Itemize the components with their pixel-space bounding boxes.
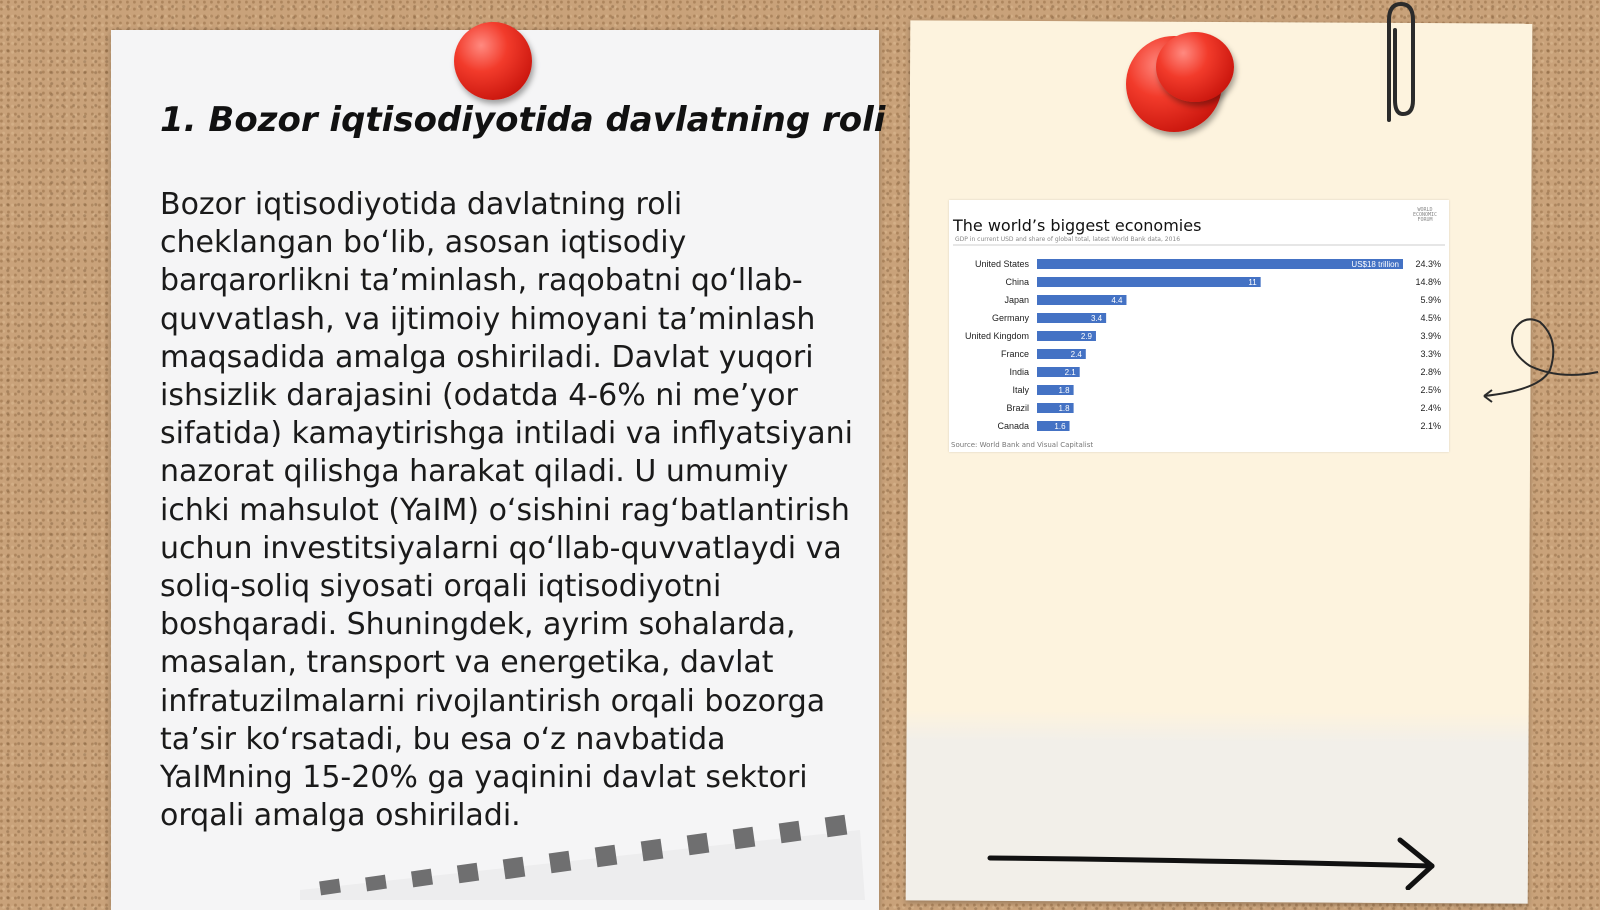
chart-source: Source: World Bank and Visual Capitalist (951, 441, 1094, 449)
global-share-label: 2.5% (1420, 385, 1441, 395)
global-share-label: 2.1% (1420, 421, 1441, 431)
chart-card (949, 200, 1449, 452)
country-label: India (1009, 367, 1029, 377)
global-share-label: 14.8% (1415, 277, 1441, 287)
global-share-label: 3.3% (1420, 349, 1441, 359)
gdp-value-label: 4.4 (1111, 296, 1123, 305)
gdp-value-label: 1.8 (1058, 386, 1070, 395)
bar-chart (949, 200, 1449, 440)
gdp-value-label: 2.9 (1080, 332, 1092, 341)
gdp-bar (1037, 277, 1261, 287)
chart-subtitle: GDP in current USD and share of global total, latest World Bank data, 2016 (955, 236, 1181, 243)
gdp-value-label: US$18 trillion (1351, 260, 1399, 269)
gdp-value-label: 3.4 (1091, 314, 1103, 323)
chart-title: The world’s biggest economies (953, 216, 1202, 235)
right-note-paper (906, 20, 1533, 903)
long-arrow-icon (980, 830, 1450, 890)
global-share-label: 2.8% (1420, 367, 1441, 377)
gdp-value-label: 2.1 (1064, 368, 1076, 377)
global-share-label: 24.3% (1415, 259, 1441, 269)
gdp-value-label: 1.6 (1054, 422, 1066, 431)
wef-logo: WORLD ECONOMIC FORUM (1412, 207, 1438, 223)
global-share-label: 5.9% (1420, 295, 1441, 305)
gdp-value-label: 2.4 (1070, 350, 1082, 359)
country-label: Brazil (1006, 403, 1029, 413)
country-label: Japan (1004, 295, 1029, 305)
red-pushpin-right-front (1156, 32, 1234, 102)
country-label: United Kingdom (964, 331, 1029, 341)
global-share-label: 2.4% (1420, 403, 1441, 413)
global-share-label: 4.5% (1420, 313, 1441, 323)
country-label: Canada (997, 421, 1029, 431)
gdp-value-label: 11 (1248, 278, 1257, 287)
country-label: China (1005, 277, 1029, 287)
paper-clip-icon (1375, 0, 1425, 130)
slide-title: 1. Bozor iqtisodiyotida davlatning roli (160, 100, 886, 140)
red-pushpin-left (454, 22, 532, 100)
gdp-value-label: 1.8 (1058, 404, 1070, 413)
gdp-bar (1037, 259, 1403, 269)
country-label: United States (974, 259, 1029, 269)
country-label: France (1000, 349, 1029, 359)
squiggle-arrow-icon (1480, 310, 1600, 410)
country-label: Germany (991, 313, 1029, 323)
slide-body-text: Bozor iqtisodiyotida davlatning roli cheklangan bo‘lib, asosan iqtisodiy barqarorlikni ta’minlash, raqobatni qo‘llab-quvvatlash, va ijtimoiy himoyani ta’minlash maqsadida amalga oshiriladi. Davlat yuqori ishsizlik darajasini (odatda 4-6% ni me’yor sifatida) kamaytirishga intiladi va inflyatsiyani nazorat qilishga harakat qiladi. U umumiy ichki mahsulot (YaIM) o‘sishini rag‘batlantirish uchun investitsiyalarni qo‘llab-quvvatlaydi va soliq-soliq siyosati orqali iqtisodiyotni boshqaradi. Shuningdek, ayrim sohalarda, masalan, transport va energetika, davlat infratuzilmalarni rivojlantirish orqali bozorga ta’sir ko‘rsatadi, bu esa o‘z navbatida YaIMning 15-20% ga yaqinini davlat sektori orqali amalga oshiriladi. (160, 187, 853, 834)
country-label: Italy (1012, 385, 1029, 395)
global-share-label: 3.9% (1420, 331, 1441, 341)
